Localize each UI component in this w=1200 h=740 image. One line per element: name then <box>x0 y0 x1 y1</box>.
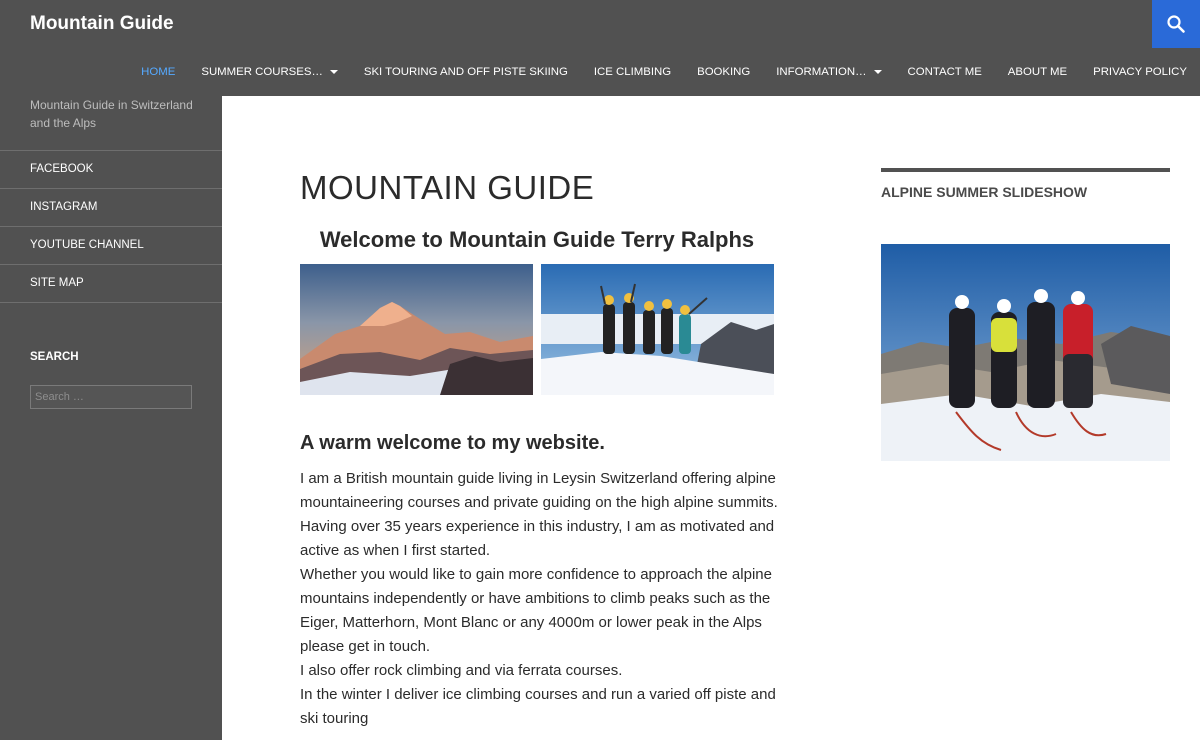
caret-down-icon <box>330 70 338 74</box>
nav-item-privacy[interactable]: PRIVACY POLICY <box>1093 66 1187 78</box>
slideshow-image[interactable] <box>881 244 1170 461</box>
sidebar-menu <box>0 150 222 303</box>
nav-item-ice-climbing[interactable]: ICE CLIMBING <box>593 66 672 78</box>
nav-item-summer-courses[interactable]: SUMMER COURSES… <box>188 57 351 87</box>
sidebar-item-facebook[interactable]: FACEBOOK <box>0 151 222 189</box>
nav-item-home[interactable]: HOME <box>141 66 176 78</box>
search-toggle-button[interactable] <box>1152 0 1200 48</box>
widget-divider <box>881 168 1170 172</box>
search-input[interactable] <box>30 385 192 409</box>
nav-item-about[interactable]: ABOUT ME <box>1007 66 1068 78</box>
intro-text <box>300 467 780 731</box>
sidebar-item-site-map[interactable]: SITE MAP <box>0 265 222 303</box>
site-title[interactable]: Mountain Guide <box>30 13 174 34</box>
widget-title: ALPINE SUMMER SLIDESHOW <box>881 184 1088 200</box>
paragraph: Having over 35 years experience in this industry, I am as motivated and active as when I first started. <box>300 518 775 559</box>
caret-down-icon <box>874 70 882 74</box>
left-sidebar <box>0 96 222 740</box>
site-tagline: Mountain Guide in Switzerland and the Alps <box>30 98 193 130</box>
sunset-peak-photo <box>300 264 533 395</box>
search-widget-title: SEARCH <box>30 351 79 363</box>
nav-item-booking[interactable]: BOOKING <box>697 66 751 78</box>
nav-item-contact[interactable]: CONTACT ME <box>907 66 982 78</box>
paragraph: I also offer rock climbing and via ferrata courses. <box>300 662 623 679</box>
site-header <box>0 0 1200 96</box>
nav-item-information[interactable]: INFORMATION… <box>763 57 894 87</box>
nav-item-ski-touring[interactable]: SKI TOURING AND OFF PISTE SKIING <box>363 66 568 78</box>
section-heading: A warm welcome to my website. <box>300 432 605 454</box>
page-title: MOUNTAIN GUIDE <box>300 169 595 206</box>
sidebar-item-instagram[interactable]: INSTAGRAM <box>0 189 222 227</box>
paragraph: Whether you would like to gain more confidence to approach the alpine mountains independently or have ambitions to climb peaks such as the Eiger, Matterhorn, Mont Blanc or any 4000m or lower peak in the Alps please get in touch. <box>300 566 772 655</box>
sidebar-item-youtube[interactable]: YOUTUBE CHANNEL <box>0 227 222 265</box>
search-icon <box>1166 14 1186 34</box>
primary-nav <box>128 57 1200 87</box>
paragraph: In the winter I deliver ice climbing courses and run a varied off piste and ski touring <box>300 686 776 727</box>
summit-climbers-photo <box>541 264 774 395</box>
welcome-heading: Welcome to Mountain Guide Terry Ralphs <box>319 227 755 252</box>
paragraph: I am a British mountain guide living in Leysin Switzerland offering alpine mountaineering courses and private guiding on the high alpine summits. <box>300 470 778 511</box>
